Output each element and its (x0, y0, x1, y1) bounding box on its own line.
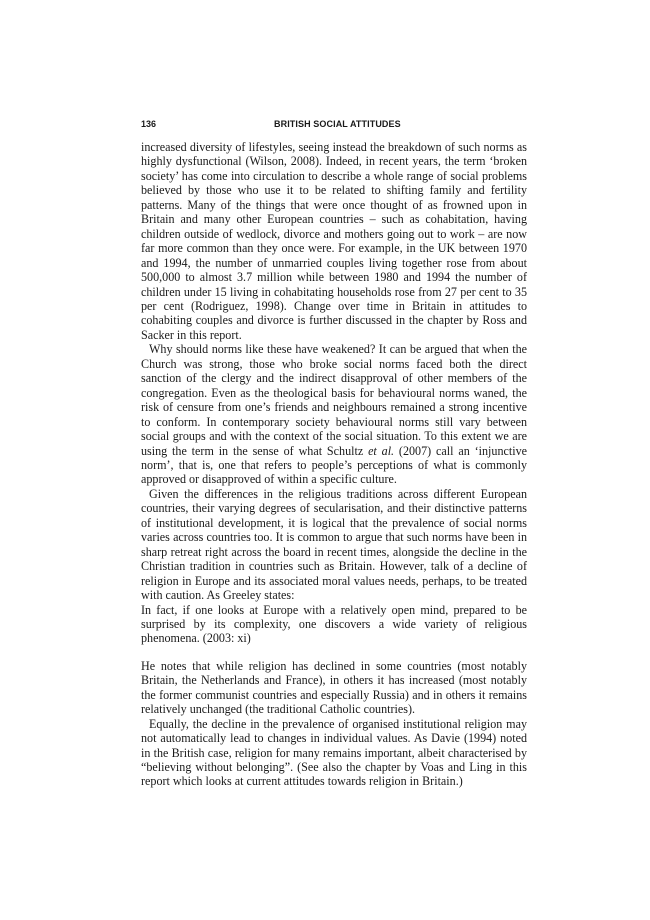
paragraph-3: Given the differences in the religious traditions across different European countries, their varying degrees of secularisation, and their distinctive patterns of institutional development, it is logical that the prevalence of social norms varies across countries too. It is common to argue that such norms have been in sharp retreat right across the board in recent times, alongside the decline in the Christian tradition in countries such as Britain. However, talk of a decline of religion in Europe and its associated moral values needs, perhaps, to be treated with caution. As Greeley states: (141, 486, 527, 603)
paragraph-4: He notes that while religion has declined in some countries (most notably Britain, the Netherlands and France), in others it has increased (most notably the former communist countries and especially Russia) and in others it remains relatively unchanged (the traditional Catholic countries). (141, 658, 527, 717)
paragraph-5: Equally, the decline in the prevalence of organised institutional religion may not automatically lead to changes in individual values. As Davie (1994) noted in the British case, religion for many remains important, albeit characterised by “believing without belonging”. (See also the chapter by Voas and Ling in this report which looks at current attitudes towards religion in Britain.) (141, 716, 527, 789)
paragraph-1: increased diversity of lifestyles, seeing instead the breakdown of such norms as highly dysfunctional (Wilson, 2008). Indeed, in recent years, the term ‘broken society’ has come into circulation to describe a whole range of social problems believed by those who use it to be related to shifting family and fertility patterns. Many of the things that were once thought of as frowned upon in Britain and many other European countries – such as cohabitation, having children outside of wedlock, divorce and mothers going out to work – are now far more common than they once were. For example, in the UK between 1970 and 1994, the number of unmarried couples living together rose from about 500,000 to almost 3.7 million while between 1980 and 1994 the number of children under 15 living in cohabitating households rose from 27 per cent to 35 per cent (Rodriguez, 1998). Change over time in Britain in attitudes to cohabiting couples and divorce is further discussed in the chapter by Ross and Sacker in this report. (141, 140, 527, 342)
body-text (141, 140, 527, 789)
running-header (141, 119, 527, 133)
paragraph-2 (141, 342, 527, 487)
block-quote: In fact, if one looks at Europe with a relatively open mind, prepared to be surprised by its complexity, one discovers a wide variety of religious phenomena. (2003: xi) (141, 602, 527, 646)
running-title: BRITISH SOCIAL ATTITUDES (274, 119, 401, 129)
page-number: 136 (141, 119, 157, 129)
paragraph-2-text-end: (2007) call an ‘injunctive norm’, that is, one that refers to people’s perceptions of what is commonly approved or disapproved of within a specific culture. (141, 443, 527, 487)
paragraph-2-italic-citation: et al. (368, 443, 395, 458)
paragraph-2-text-start: Why should norms like these have weakened? It can be argued that when the Church was strong, those who broke social norms faced both the direct sanction of the clergy and the indirect disapproval of other members of the congregation. Even as the theological basis for behavioural norms waned, the risk of censure from one’s friends and neighbours remained a strong incentive to conform. In contemporary society behavioural norms still vary between social groups and with the context of the social situation. To this extent we are using the term in the sense of what Schultz (141, 342, 527, 458)
